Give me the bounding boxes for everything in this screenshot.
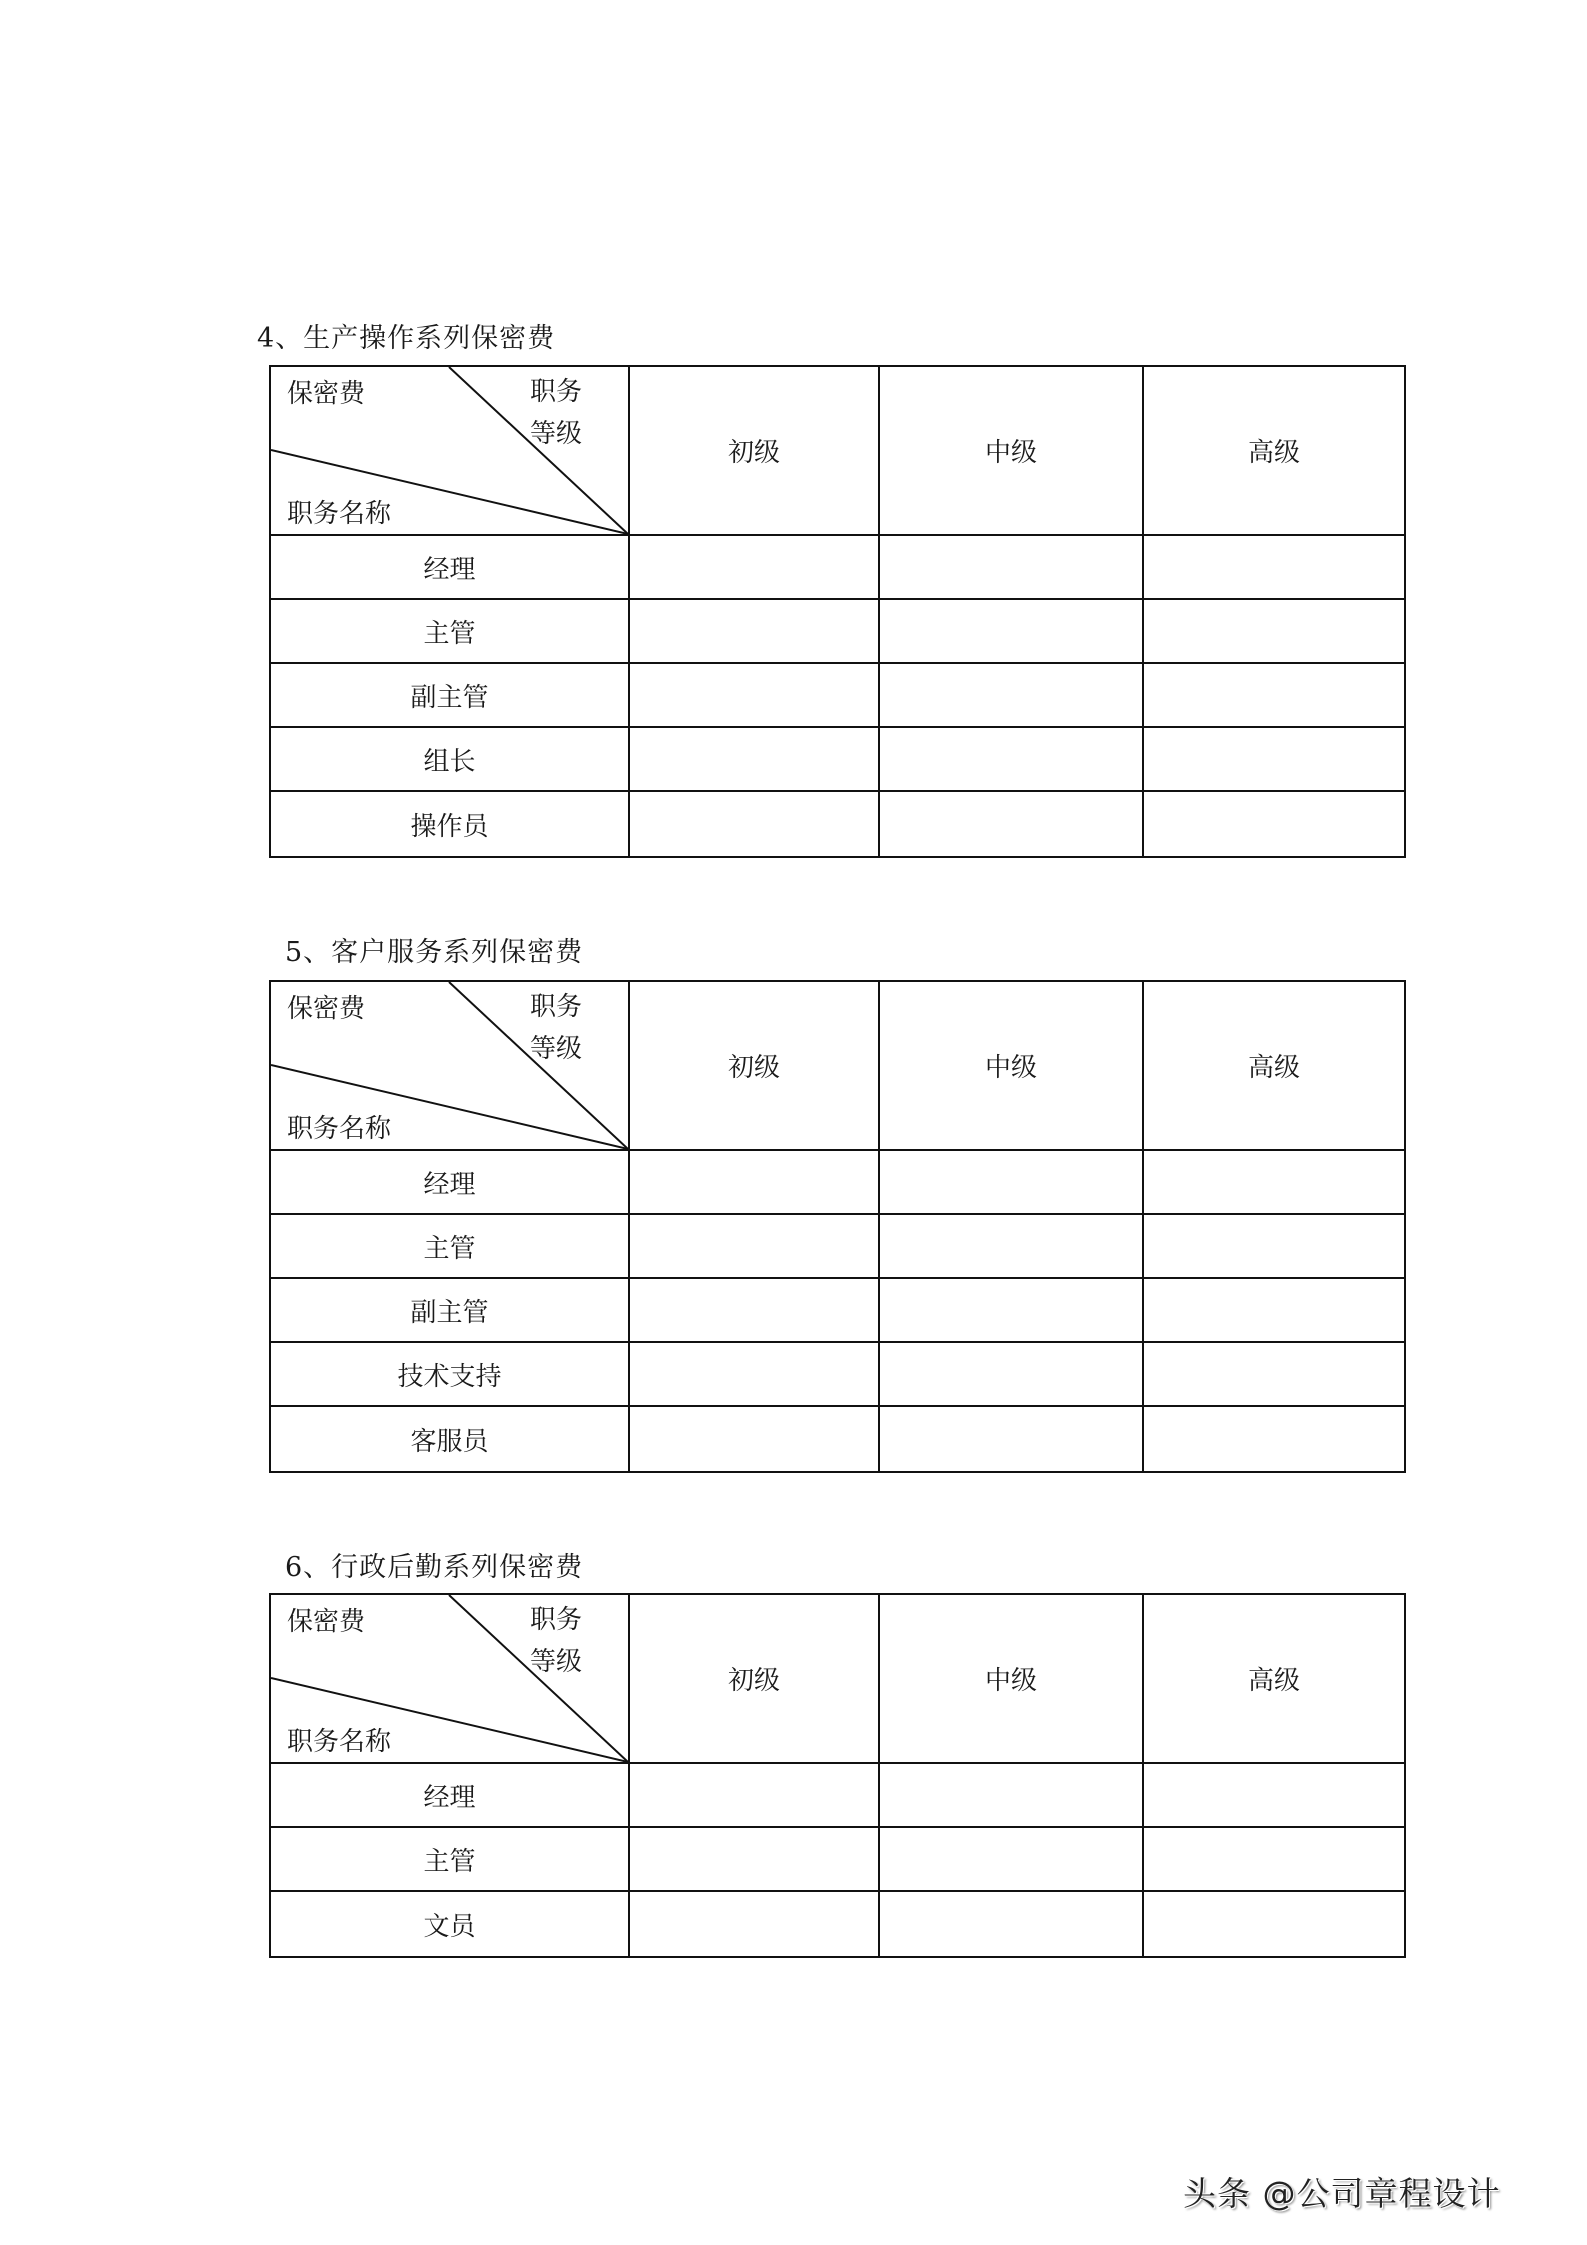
fee-cell bbox=[880, 1151, 1144, 1213]
fee-cell bbox=[630, 1764, 880, 1826]
section-title-5: 5、客户服务系列保密费 bbox=[285, 937, 584, 968]
position-name: 经理 bbox=[271, 536, 630, 598]
level-header-senior: 高级 bbox=[1247, 1666, 1300, 1696]
fee-cell bbox=[880, 1343, 1144, 1405]
table-row bbox=[271, 1407, 1404, 1471]
position-name: 主管 bbox=[271, 1828, 630, 1890]
fee-cell bbox=[630, 728, 880, 790]
fee-cell bbox=[1144, 1407, 1404, 1471]
table-row bbox=[271, 1215, 1404, 1279]
position-name: 经理 bbox=[271, 1151, 630, 1213]
diagonal-header-cell bbox=[271, 982, 630, 1149]
position-name: 副主管 bbox=[271, 664, 630, 726]
fee-cell bbox=[880, 1407, 1144, 1471]
fee-cell bbox=[880, 1279, 1144, 1341]
table-row bbox=[271, 792, 1404, 856]
table-header-row bbox=[271, 982, 1404, 1151]
fee-cell bbox=[1144, 1764, 1404, 1826]
position-name: 客服员 bbox=[271, 1407, 630, 1471]
fee-cell bbox=[630, 1279, 880, 1341]
position-name: 技术支持 bbox=[271, 1343, 630, 1405]
fee-cell bbox=[630, 1151, 880, 1213]
fee-label: 保密费 bbox=[287, 1607, 366, 1637]
position-name: 经理 bbox=[271, 1764, 630, 1826]
level-header-senior: 高级 bbox=[1247, 438, 1300, 468]
table-row bbox=[271, 536, 1404, 600]
table-row bbox=[271, 1279, 1404, 1343]
fee-cell bbox=[1144, 536, 1404, 598]
fee-cell bbox=[1144, 1828, 1404, 1890]
fee-cell bbox=[880, 728, 1144, 790]
level-header-middle: 中级 bbox=[880, 1595, 1144, 1762]
fee-cell bbox=[1144, 792, 1404, 856]
fee-cell bbox=[630, 1407, 880, 1471]
fee-cell bbox=[630, 792, 880, 856]
fee-cell bbox=[630, 536, 880, 598]
diagonal-header-cell bbox=[271, 367, 630, 534]
rank-label: 职务 等级 bbox=[530, 992, 583, 1064]
position-name: 组长 bbox=[271, 728, 630, 790]
position-name: 文员 bbox=[271, 1892, 630, 1956]
position-name: 副主管 bbox=[271, 1279, 630, 1341]
position-name-label: 职务名称 bbox=[287, 1114, 392, 1144]
fee-table-production bbox=[269, 365, 1406, 858]
fee-cell bbox=[880, 1892, 1144, 1956]
table-row bbox=[271, 664, 1404, 728]
fee-cell bbox=[1144, 1151, 1404, 1213]
table-row bbox=[271, 600, 1404, 664]
section-title-6: 6、行政后勤系列保密费 bbox=[285, 1552, 584, 1583]
table-header-row bbox=[271, 1595, 1404, 1764]
fee-cell bbox=[880, 1828, 1144, 1890]
level-header-senior: 高级 bbox=[1247, 1053, 1300, 1083]
level-header-junior: 初级 bbox=[630, 982, 880, 1149]
fee-cell bbox=[1144, 1215, 1404, 1277]
fee-cell bbox=[630, 1892, 880, 1956]
table-row bbox=[271, 728, 1404, 792]
level-header-junior: 初级 bbox=[630, 1595, 880, 1762]
fee-cell bbox=[1144, 664, 1404, 726]
fee-cell bbox=[630, 1828, 880, 1890]
fee-cell bbox=[630, 1215, 880, 1277]
table-row bbox=[271, 1828, 1404, 1892]
fee-label: 保密费 bbox=[287, 994, 366, 1024]
table-row bbox=[271, 1151, 1404, 1215]
fee-cell bbox=[880, 536, 1144, 598]
fee-table-admin-logistics bbox=[269, 1593, 1406, 1958]
fee-cell bbox=[1144, 1279, 1404, 1341]
fee-cell bbox=[880, 664, 1144, 726]
fee-cell bbox=[880, 600, 1144, 662]
table-row bbox=[271, 1343, 1404, 1407]
position-name: 主管 bbox=[271, 1215, 630, 1277]
fee-cell bbox=[1144, 1343, 1404, 1405]
position-name: 操作员 bbox=[271, 792, 630, 856]
watermark: 头条 @公司章程设计 bbox=[1183, 2174, 1501, 2213]
section-title-4: 4、生产操作系列保密费 bbox=[257, 323, 556, 354]
fee-cell bbox=[1144, 600, 1404, 662]
fee-cell bbox=[630, 600, 880, 662]
fee-cell bbox=[1144, 728, 1404, 790]
level-header-middle: 中级 bbox=[880, 367, 1144, 534]
fee-cell bbox=[630, 664, 880, 726]
level-header-middle: 中级 bbox=[880, 982, 1144, 1149]
position-name-label: 职务名称 bbox=[287, 1727, 392, 1757]
fee-table-customer-service bbox=[269, 980, 1406, 1473]
level-header-junior: 初级 bbox=[630, 367, 880, 534]
fee-label: 保密费 bbox=[287, 379, 366, 409]
diagonal-header-cell bbox=[271, 1595, 630, 1762]
position-name: 主管 bbox=[271, 600, 630, 662]
rank-label: 职务 等级 bbox=[530, 377, 583, 449]
fee-cell bbox=[1144, 1892, 1404, 1956]
position-name-label: 职务名称 bbox=[287, 499, 392, 529]
fee-cell bbox=[630, 1343, 880, 1405]
table-header-row bbox=[271, 367, 1404, 536]
fee-cell bbox=[880, 1764, 1144, 1826]
fee-cell bbox=[880, 1215, 1144, 1277]
fee-cell bbox=[880, 792, 1144, 856]
table-row bbox=[271, 1892, 1404, 1956]
table-row bbox=[271, 1764, 1404, 1828]
rank-label: 职务 等级 bbox=[530, 1605, 583, 1677]
